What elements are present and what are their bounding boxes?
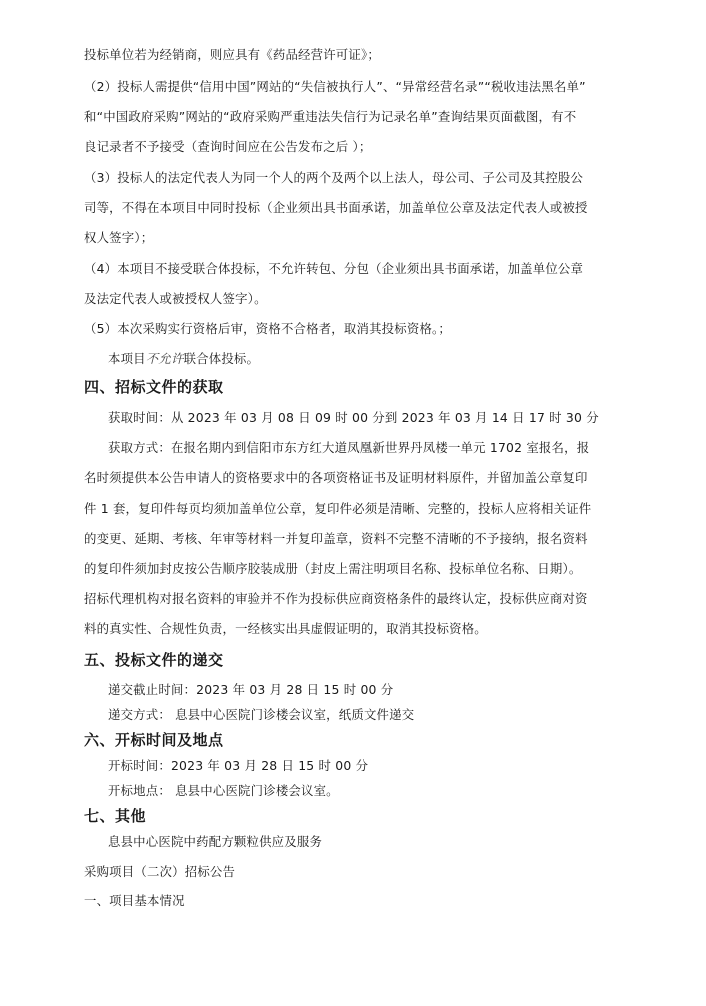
obtain-method-line-6: 招标代理机构对报名资料的审验并不作为投标供应商资格条件的最终认定，投标供应商对资 bbox=[84, 591, 588, 606]
para-post-qualification: （5）本次采购实行资格后审，资格不合格者，取消其投标资格。； bbox=[84, 321, 452, 336]
opening-place: 开标地点： 息县中心医院门诊楼会议室。 bbox=[108, 783, 339, 798]
para-dealer-license: 投标单位若为经销商，则应具有《药品经营许可证》； bbox=[84, 47, 380, 62]
opening-time: 开标时间：2023 年 03 月 28 日 15 时 00 分 bbox=[108, 758, 369, 773]
para-credit-line-2: 和“中国政府采购”网站的“政府采购严重违法失信行为记录名单”查询结果页面截图，有不 bbox=[84, 109, 577, 124]
consortium-suffix: 联合体投标。 bbox=[183, 351, 260, 366]
heading-submit-documents: 五、投标文件的递交 bbox=[84, 651, 224, 669]
heading-obtain-documents: 四、招标文件的获取 bbox=[84, 378, 224, 396]
obtain-method-line-1: 获取方式：在报名期内到信阳市东方红大道凤凰新世界丹凤楼一单元 1702 室报名，报 bbox=[108, 440, 590, 455]
para-no-consortium-line-1: （4）本项目不接受联合体投标，不允许转包、分包（企业须出具书面承诺，加盖单位公章 bbox=[84, 261, 584, 276]
para-no-consortium-line-2: 及法定代表人或被授权人签字）。 bbox=[84, 291, 267, 306]
consortium-italic: 不允许 bbox=[145, 351, 184, 366]
heading-opening: 六、开标时间及地点 bbox=[84, 731, 224, 749]
submit-deadline: 递交截止时间：2023 年 03 月 28 日 15 时 00 分 bbox=[108, 682, 394, 697]
para-legal-rep-line-2: 司等，不得在本项目中同时投标（企业须出具书面承诺，加盖单位公章及法定代表人或被授 bbox=[84, 200, 588, 215]
other-project-name: 息县中心医院中药配方颗粒供应及服务 bbox=[108, 834, 323, 849]
next-section-heading: 一、项目基本情况 bbox=[84, 893, 185, 908]
para-credit-line-1: （2）投标人需提供“信用中国”网站的“失信被执行人”、“异常经营名录”“税收违法黑名单” bbox=[84, 79, 586, 94]
obtain-method-line-5: 的复印件须加封皮按公告顺序胶装成册（封皮上需注明项目名称、投标单位名称、日期）。 bbox=[84, 561, 582, 576]
para-credit-line-3: 良记录者不予接受（查询时间应在公告发布之后 ）； bbox=[84, 139, 372, 154]
next-announcement-title: 采购项目（二次）招标公告 bbox=[84, 864, 236, 879]
obtain-method-line-7: 料的真实性、合规性负责，一经核实出具虚假证明的，取消其投标资格。 bbox=[84, 621, 487, 636]
obtain-time: 获取时间：从 2023 年 03 月 08 日 09 时 00 分到 2023 年 03 月 14 日 17 时 30 分 bbox=[108, 410, 599, 425]
para-legal-rep-line-3: 权人签字）； bbox=[84, 230, 154, 245]
obtain-method-line-4: 的变更、延期、考核、年审等材料一并复印盖章，资料不完整不清晰的不予接纳，报名资料 bbox=[84, 531, 588, 546]
obtain-method-line-3: 件 1 套，复印件每页均须加盖单位公章，复印件必须是清晰、完整的，投标人应将相关证件 bbox=[84, 501, 592, 516]
obtain-method-line-2: 名时须提供本公告申请人的资格要求中的各项资格证书及证明材料原件，并留加盖公章复印 bbox=[84, 470, 588, 485]
para-consortium-statement bbox=[108, 351, 259, 367]
submit-method: 递交方式： 息县中心医院门诊楼会议室，纸质文件递交 bbox=[108, 707, 415, 722]
consortium-prefix: 本项目 bbox=[108, 351, 146, 366]
para-legal-rep-line-1: （3）投标人的法定代表人为同一个人的两个及两个以上法人，母公司、子公司及其控股公 bbox=[84, 170, 584, 185]
heading-other: 七、其他 bbox=[84, 807, 147, 825]
